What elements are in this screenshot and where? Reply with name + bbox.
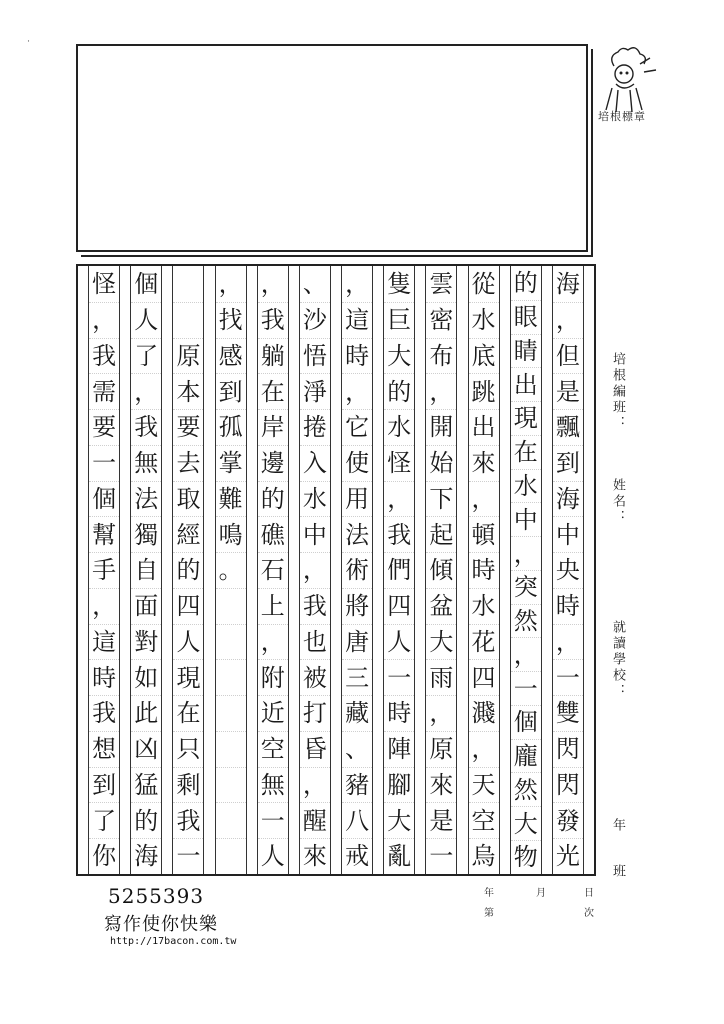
- grid-cell-overflow: 然: [511, 772, 541, 806]
- grid-cell-overflow: 空: [258, 731, 288, 767]
- grid-cell-overflow: 一: [173, 838, 203, 874]
- grid-cell: 個: [134, 269, 159, 298]
- grid-cell: 此: [131, 695, 161, 731]
- grid-cell: 的: [384, 373, 414, 409]
- grid-cell: 到: [216, 373, 246, 409]
- grid-cell: 怪: [384, 445, 414, 481]
- grid-cell: ，: [89, 588, 119, 624]
- month-label: 月: [536, 888, 546, 899]
- grid-column: [468, 266, 500, 874]
- grid-cell-overflow: 閃: [553, 767, 583, 803]
- grid-cell: 取: [173, 481, 203, 517]
- grid-cell: 這: [89, 624, 119, 660]
- grid-cell-overflow: [216, 767, 246, 803]
- grid-cell: 我: [384, 516, 414, 552]
- grid-cell-overflow: 龐: [511, 739, 541, 773]
- grid-cell: 要: [173, 409, 203, 445]
- grid-cell: 石: [258, 552, 288, 588]
- grid-cell: 在: [258, 373, 288, 409]
- grid-cell: 時: [469, 552, 499, 588]
- grid-column: [341, 266, 373, 874]
- grid-cell: 捲: [300, 409, 330, 445]
- grid-cell: 感: [216, 338, 246, 374]
- grid-cell-overflow: 凶: [131, 731, 161, 767]
- grid-cell: 難: [216, 481, 246, 517]
- grid-cell: 的: [173, 552, 203, 588]
- grid-cell: 躺: [258, 338, 288, 374]
- grid-cell: 我: [89, 695, 119, 731]
- grid-cell: 從: [471, 269, 496, 298]
- grid-cell: 到: [553, 445, 583, 481]
- grid-cell: 自: [131, 552, 161, 588]
- grid-cell-overflow: [216, 802, 246, 838]
- times-label: 次: [584, 908, 594, 919]
- grid-cell: 孤: [216, 409, 246, 445]
- grid-cell: ，: [553, 302, 583, 338]
- grid-cell: 現: [173, 659, 203, 695]
- grid-cell: 。: [216, 552, 246, 588]
- grid-cell: ，: [511, 536, 541, 570]
- grade-year-label: 年: [610, 818, 625, 834]
- grid-cell-overflow: 陣: [384, 731, 414, 767]
- grid-cell: 我: [258, 302, 288, 338]
- grid-cell: 濺: [469, 695, 499, 731]
- grid-cell-overflow: 剩: [173, 767, 203, 803]
- grid-cell: 海: [553, 481, 583, 517]
- grid-cell: 一: [553, 659, 583, 695]
- grid-cell: 一: [511, 671, 541, 705]
- grid-cell: 人: [384, 624, 414, 660]
- grid-cell: 現: [511, 401, 541, 435]
- grid-cell-overflow: 、: [342, 731, 372, 767]
- grid-cell: 飄: [553, 409, 583, 445]
- grid-cell: 但: [553, 338, 583, 374]
- grid-cell: 掌: [216, 445, 246, 481]
- grid-cell: 水: [300, 481, 330, 517]
- grid-cell-overflow: 我: [173, 802, 203, 838]
- grid-column: [172, 266, 204, 874]
- grid-cell: 術: [342, 552, 372, 588]
- grid-cell: 一: [384, 659, 414, 695]
- grid-cell: ，: [426, 695, 456, 731]
- grid-cell-overflow: 空: [469, 802, 499, 838]
- grid-cell: 睛: [511, 334, 541, 368]
- grid-cell-overflow: 光: [553, 838, 583, 874]
- grid-cell: 法: [342, 516, 372, 552]
- day-label: 日: [584, 888, 594, 899]
- grid-cell: 使: [342, 445, 372, 481]
- grid-cell: 邊: [258, 445, 288, 481]
- grid-cell: 鳴: [216, 516, 246, 552]
- grid-cell: 們: [384, 552, 414, 588]
- website-url: http://17bacon.com.tw: [110, 936, 237, 947]
- grid-cell: 了: [131, 338, 161, 374]
- grid-cell: 四: [173, 588, 203, 624]
- grid-cell: 在: [173, 695, 203, 731]
- grid-cell: 本: [173, 373, 203, 409]
- grid-cell-overflow: 八: [342, 802, 372, 838]
- grid-cell: 幫: [89, 516, 119, 552]
- grid-cell: ，: [131, 373, 161, 409]
- grid-cell: 的: [513, 268, 538, 297]
- grid-cell: 海: [555, 269, 580, 298]
- grid-column: [510, 266, 542, 874]
- grid-cell: 用: [342, 481, 372, 517]
- grid-cell: 中: [300, 516, 330, 552]
- grid-cell: 大: [384, 338, 414, 374]
- grid-cell: 上: [258, 588, 288, 624]
- school-label: 就讀學校：: [610, 620, 625, 700]
- grid-cell: 要: [89, 409, 119, 445]
- grid-cell: 大: [426, 624, 456, 660]
- grid-cell: 雲: [429, 269, 454, 298]
- grid-cell: 央: [553, 552, 583, 588]
- grid-cell: 水: [511, 469, 541, 503]
- grid-cell-overflow: 一: [258, 802, 288, 838]
- grid-cell: 一: [89, 445, 119, 481]
- grid-cell: 無: [131, 445, 161, 481]
- grid-cell-overflow: 物: [511, 840, 541, 874]
- grid-column: [257, 266, 289, 874]
- grid-cell: 在: [511, 435, 541, 469]
- grid-cell: 、: [302, 269, 327, 298]
- grid-cell: 隻: [387, 269, 412, 298]
- grid-cell: 花: [469, 624, 499, 660]
- grid-cell: 突: [511, 570, 541, 604]
- grid-cell-overflow: 原: [426, 731, 456, 767]
- grade-class-label: 班: [610, 864, 625, 880]
- grid-cell-overflow: 想: [89, 731, 119, 767]
- grid-cell: [216, 659, 246, 695]
- grid-cell: ，: [469, 481, 499, 517]
- grid-cell: 需: [89, 373, 119, 409]
- grid-cell: ，: [342, 373, 372, 409]
- grid-cell-overflow: 無: [258, 767, 288, 803]
- grid-cell: 巨: [384, 302, 414, 338]
- grid-cell: 將: [342, 588, 372, 624]
- grid-cell: ，: [553, 624, 583, 660]
- grid-cell: 入: [300, 445, 330, 481]
- grid-cell-overflow: 一: [426, 838, 456, 874]
- grid-cell-overflow: 烏: [469, 838, 499, 874]
- ordinal-label: 第: [484, 908, 494, 919]
- grid-cell-overflow: 到: [89, 767, 119, 803]
- grid-cell: 然: [511, 604, 541, 638]
- grid-cell: [216, 624, 246, 660]
- grid-cell-overflow: 發: [553, 802, 583, 838]
- grid-cell: 近: [258, 695, 288, 731]
- grid-cell: ，: [426, 373, 456, 409]
- grid-cell: 始: [426, 445, 456, 481]
- grid-cell-overflow: 豬: [342, 767, 372, 803]
- grid-cell: 我: [300, 588, 330, 624]
- contact-number: 5255393: [108, 884, 205, 908]
- grid-cell: 傾: [426, 552, 456, 588]
- grid-cell: ，: [258, 624, 288, 660]
- grid-cell: 雨: [426, 659, 456, 695]
- grid-cell: 沙: [300, 302, 330, 338]
- grid-cell-overflow: 你: [89, 838, 119, 874]
- grid-cell-overflow: ，: [469, 731, 499, 767]
- grid-cell: [216, 588, 246, 624]
- class-label: 培根編班：: [610, 352, 625, 432]
- grid-cell-overflow: 來: [426, 767, 456, 803]
- grid-cell: 怪: [92, 269, 117, 298]
- page-mark: ˙: [26, 40, 31, 51]
- grid-cell: ，: [345, 269, 370, 298]
- grid-cell: 起: [426, 516, 456, 552]
- grid-cell-overflow: 只: [173, 731, 203, 767]
- grid-cell: 藏: [342, 695, 372, 731]
- grid-cell: ，: [300, 552, 330, 588]
- grid-cell: ，: [511, 637, 541, 671]
- grid-cell: ，: [89, 302, 119, 338]
- grid-cell-overflow: 是: [426, 802, 456, 838]
- grid-column: [425, 266, 457, 874]
- grid-cell-overflow: 猛: [131, 767, 161, 803]
- grid-cell: 面: [131, 588, 161, 624]
- grid-cell-overflow: 個: [511, 705, 541, 739]
- grid-column: [552, 266, 584, 874]
- grid-cell: 這: [342, 302, 372, 338]
- year-label: 年: [484, 888, 494, 899]
- grid-cell: [173, 302, 203, 338]
- grid-cell: 出: [511, 367, 541, 401]
- grid-cell: 人: [173, 624, 203, 660]
- grid-cell: 岸: [258, 409, 288, 445]
- grid-column: [299, 266, 331, 874]
- grid-cell-overflow: 的: [131, 802, 161, 838]
- grid-cell-overflow: 大: [384, 802, 414, 838]
- grid-cell: 手: [89, 552, 119, 588]
- grid-cell: 下: [426, 481, 456, 517]
- grid-cell: 時: [384, 695, 414, 731]
- writing-grid: [76, 264, 596, 876]
- grid-cell: [216, 695, 246, 731]
- grid-cell: 布: [426, 338, 456, 374]
- grid-cell: ，: [218, 269, 243, 298]
- grid-cell: 時: [553, 588, 583, 624]
- grid-cell: 打: [300, 695, 330, 731]
- grid-cell: 時: [342, 338, 372, 374]
- grid-cell: 底: [469, 338, 499, 374]
- grid-cell: 眼: [511, 300, 541, 334]
- grid-cell: 來: [469, 445, 499, 481]
- grid-cell: 去: [173, 445, 203, 481]
- grid-cell: 它: [342, 409, 372, 445]
- logo-caption: 培根標章: [598, 110, 646, 123]
- grid-cell: 也: [300, 624, 330, 660]
- grid-cell: 原: [173, 338, 203, 374]
- slogan: 寫作使你快樂: [104, 914, 218, 935]
- grid-cell: 礁: [258, 516, 288, 552]
- name-label: 姓名：: [610, 478, 625, 526]
- grid-cell: 四: [469, 659, 499, 695]
- grid-cell-overflow: 來: [300, 838, 330, 874]
- grid-cell: 頓: [469, 516, 499, 552]
- grid-cell-overflow: 腳: [384, 767, 414, 803]
- grid-cell: 出: [469, 409, 499, 445]
- grid-cell-overflow: 海: [131, 838, 161, 874]
- grid-cell-overflow: 昏: [300, 731, 330, 767]
- grid-cell: 淨: [300, 373, 330, 409]
- grid-cell-overflow: [216, 838, 246, 874]
- grid-cell: 我: [89, 338, 119, 374]
- grid-cell: 水: [469, 302, 499, 338]
- grid-cell: 經: [173, 516, 203, 552]
- grid-cell-overflow: 戒: [342, 838, 372, 874]
- grid-cell: [173, 266, 203, 302]
- grid-cell: 法: [131, 481, 161, 517]
- grid-column: [215, 266, 247, 874]
- grid-cell: 水: [469, 588, 499, 624]
- grid-cell: 密: [426, 302, 456, 338]
- grid-cell: 悟: [300, 338, 330, 374]
- grid-cell-overflow: 大: [511, 806, 541, 840]
- grid-cell-overflow: [216, 731, 246, 767]
- grid-cell-overflow: 閃: [553, 731, 583, 767]
- grid-cell: 個: [89, 481, 119, 517]
- grid-cell: 四: [384, 588, 414, 624]
- grid-cell: 獨: [131, 516, 161, 552]
- grid-cell: 中: [511, 502, 541, 536]
- grid-cell-overflow: 亂: [384, 838, 414, 874]
- grid-cell: 三: [342, 659, 372, 695]
- grid-cell: 人: [131, 302, 161, 338]
- grid-cell: 唐: [342, 624, 372, 660]
- grid-cell: ，: [384, 481, 414, 517]
- grid-column: [130, 266, 162, 874]
- grid-cell: 是: [553, 373, 583, 409]
- grid-cell: 如: [131, 659, 161, 695]
- grid-cell: 跳: [469, 373, 499, 409]
- grid-cell: ，: [260, 269, 285, 298]
- grid-cell: 我: [131, 409, 161, 445]
- grid-cell-overflow: 天: [469, 767, 499, 803]
- grid-cell: 盆: [426, 588, 456, 624]
- grid-cell: 時: [89, 659, 119, 695]
- grid-cell-overflow: ，: [300, 767, 330, 803]
- grid-cell-overflow: 人: [258, 838, 288, 874]
- grid-column: [88, 266, 120, 874]
- grid-cell: 的: [258, 481, 288, 517]
- grid-cell: 附: [258, 659, 288, 695]
- grid-cell-overflow: 醒: [300, 802, 330, 838]
- grid-cell: 被: [300, 659, 330, 695]
- grid-cell-overflow: 了: [89, 802, 119, 838]
- grid-column: [383, 266, 415, 874]
- grid-cell: 找: [216, 302, 246, 338]
- grid-cell: 中: [553, 516, 583, 552]
- teacher-comment-box: [76, 44, 588, 252]
- grid-cell: 對: [131, 624, 161, 660]
- grid-cell: 水: [384, 409, 414, 445]
- grid-cell: 開: [426, 409, 456, 445]
- grid-cell: 雙: [553, 695, 583, 731]
